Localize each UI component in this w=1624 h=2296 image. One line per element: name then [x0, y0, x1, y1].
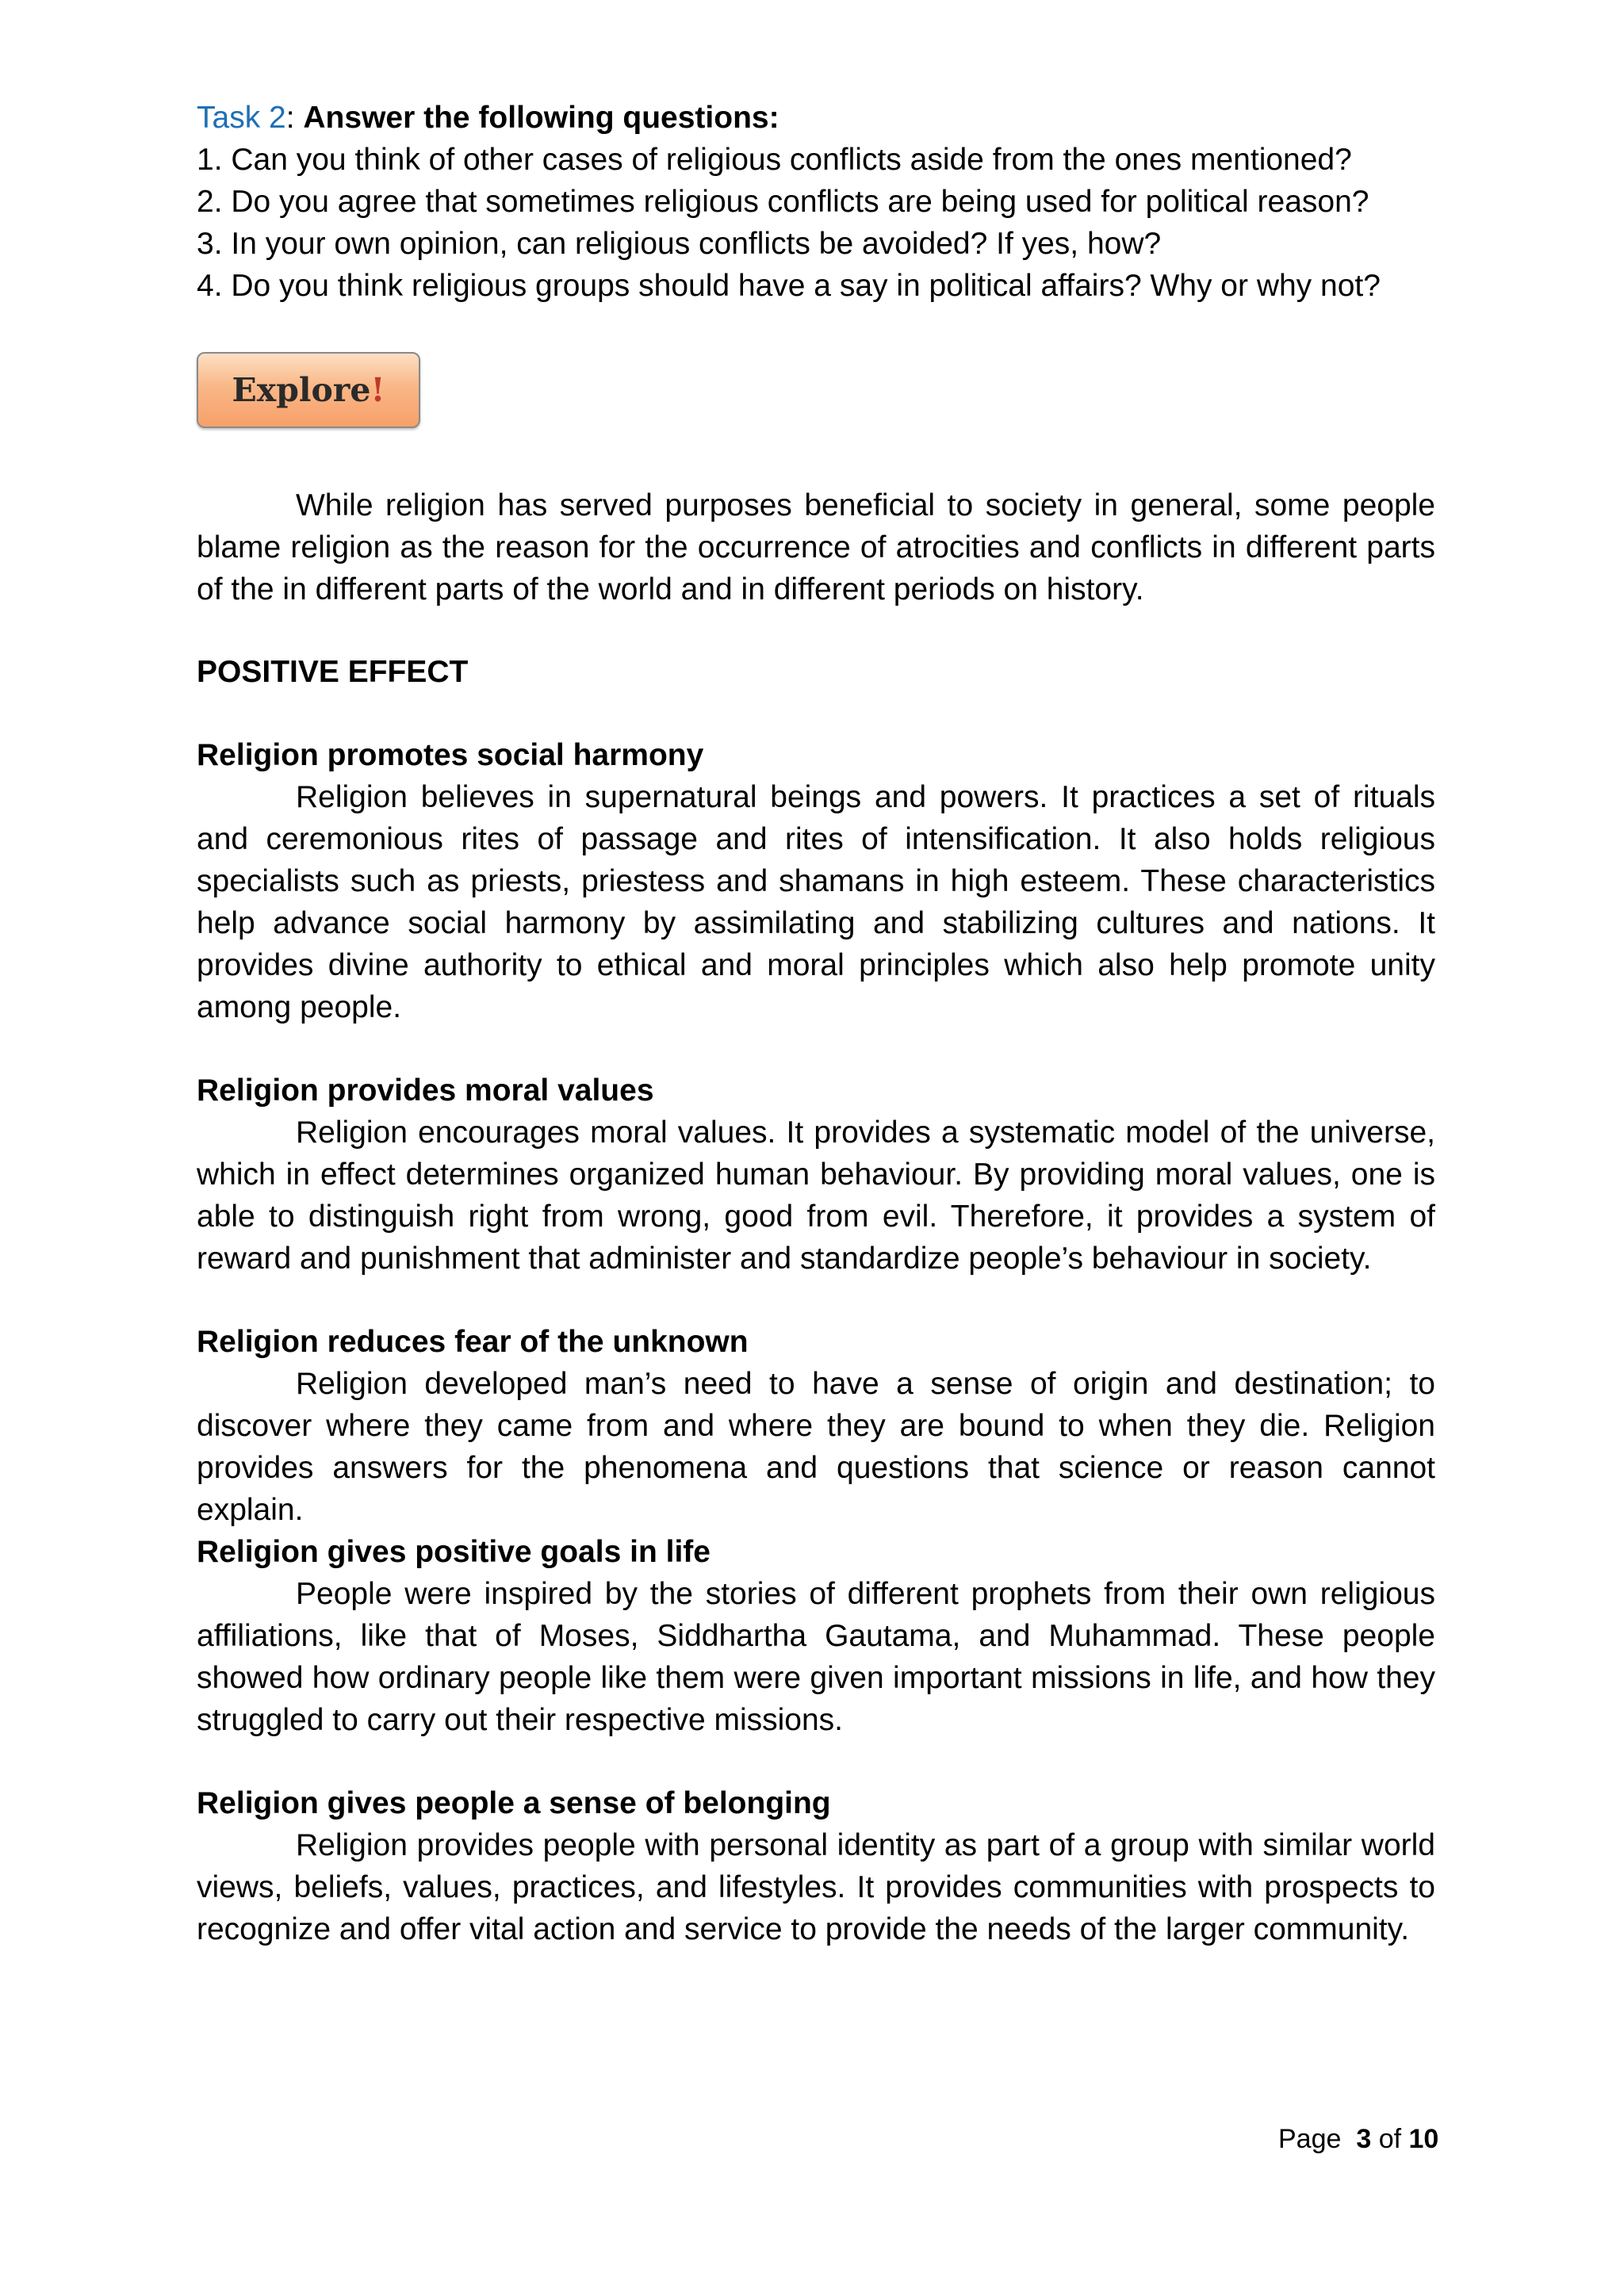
- effect-block: [197, 1782, 1435, 1950]
- effect-body: Religion believes in supernatural beings and powers. It practices a set of rituals and ceremonious rites of passage and rites of intensification. It also holds religious specialists such as priests, priestess and shamans in high esteem. These characteristics help advance social harmony by assimilating and stabilizing cultures and nations. It provides divine authority to ethical and moral principles which also help promote unity among people.: [197, 780, 1435, 1024]
- task-colon: :: [285, 101, 304, 135]
- question-item: 1. Can you think of other cases of religious conflicts aside from the ones mentioned?: [197, 143, 1352, 177]
- footer-current-page: 3: [1356, 2124, 1372, 2154]
- question-item: 2. Do you agree that sometimes religious conflicts are being used for political reason?: [197, 185, 1369, 219]
- task-heading: Answer the following questions:: [303, 101, 779, 135]
- explore-mark: !: [370, 371, 385, 409]
- question-item: 4. Do you think religious groups should have a say in political affairs? Why or why not?: [197, 269, 1381, 303]
- task-label: Task 2: [197, 101, 286, 135]
- footer-total-pages: 10: [1408, 2124, 1439, 2154]
- effect-block: [197, 1070, 1435, 1280]
- effect-heading: Religion gives positive goals in life: [197, 1535, 710, 1569]
- page-content: [197, 97, 1435, 1950]
- effect-body: People were inspired by the stories of different prophets from their own religious affiliations, like that of Moses, Siddhartha Gautama, and Muhammad. These people showed how ordinary people like them were given important missions in life, and how they struggled to carry out their respective missions.: [197, 1577, 1435, 1737]
- effect-heading: Religion reduces fear of the unknown: [197, 1325, 749, 1359]
- effect-block: [197, 1531, 1435, 1741]
- effect-block: [197, 1321, 1435, 1531]
- intro-paragraph: While religion has served purposes beneficial to society in general, some people blame religion as the reason for the occurrence of atrocities and conflicts in different parts of the in different parts of the world and in different periods on history.: [197, 488, 1435, 607]
- explore-label: Explore: [232, 371, 371, 409]
- explore-button[interactable]: [197, 352, 420, 428]
- section-title: POSITIVE EFFECT: [197, 655, 469, 689]
- effect-body: Religion encourages moral values. It provides a systematic model of the universe, which in effect determines organized human behaviour. By providing moral values, one is able to distinguish right from wrong, good from evil. Therefore, it provides a system of reward and punishment that administer and standardize people’s behaviour in society.: [197, 1115, 1435, 1276]
- task-title-line: [197, 97, 1435, 139]
- question-list: [197, 139, 1435, 307]
- footer-of-word: of: [1378, 2124, 1402, 2154]
- effect-heading: Religion provides moral values: [197, 1073, 654, 1108]
- effect-block: [197, 734, 1435, 1028]
- effect-body: Religion provides people with personal identity as part of a group with similar world views, beliefs, values, practices, and lifestyles. It provides communities with prospects to recognize and offer vital action and service to provide the needs of the larger community.: [197, 1828, 1435, 1946]
- effect-heading: Religion promotes social harmony: [197, 738, 704, 772]
- footer-page-word: Page: [1278, 2124, 1342, 2154]
- page-footer: [1278, 2123, 1438, 2155]
- effect-heading: Religion gives people a sense of belonging: [197, 1786, 831, 1820]
- question-item: 3. In your own opinion, can religious conflicts be avoided? If yes, how?: [197, 227, 1162, 261]
- effect-body: Religion developed man’s need to have a sense of origin and destination; to discover where they came from and where they are bound to when they die. Religion provides answers for the phenomena and questions that science or reason cannot explain.: [197, 1367, 1435, 1527]
